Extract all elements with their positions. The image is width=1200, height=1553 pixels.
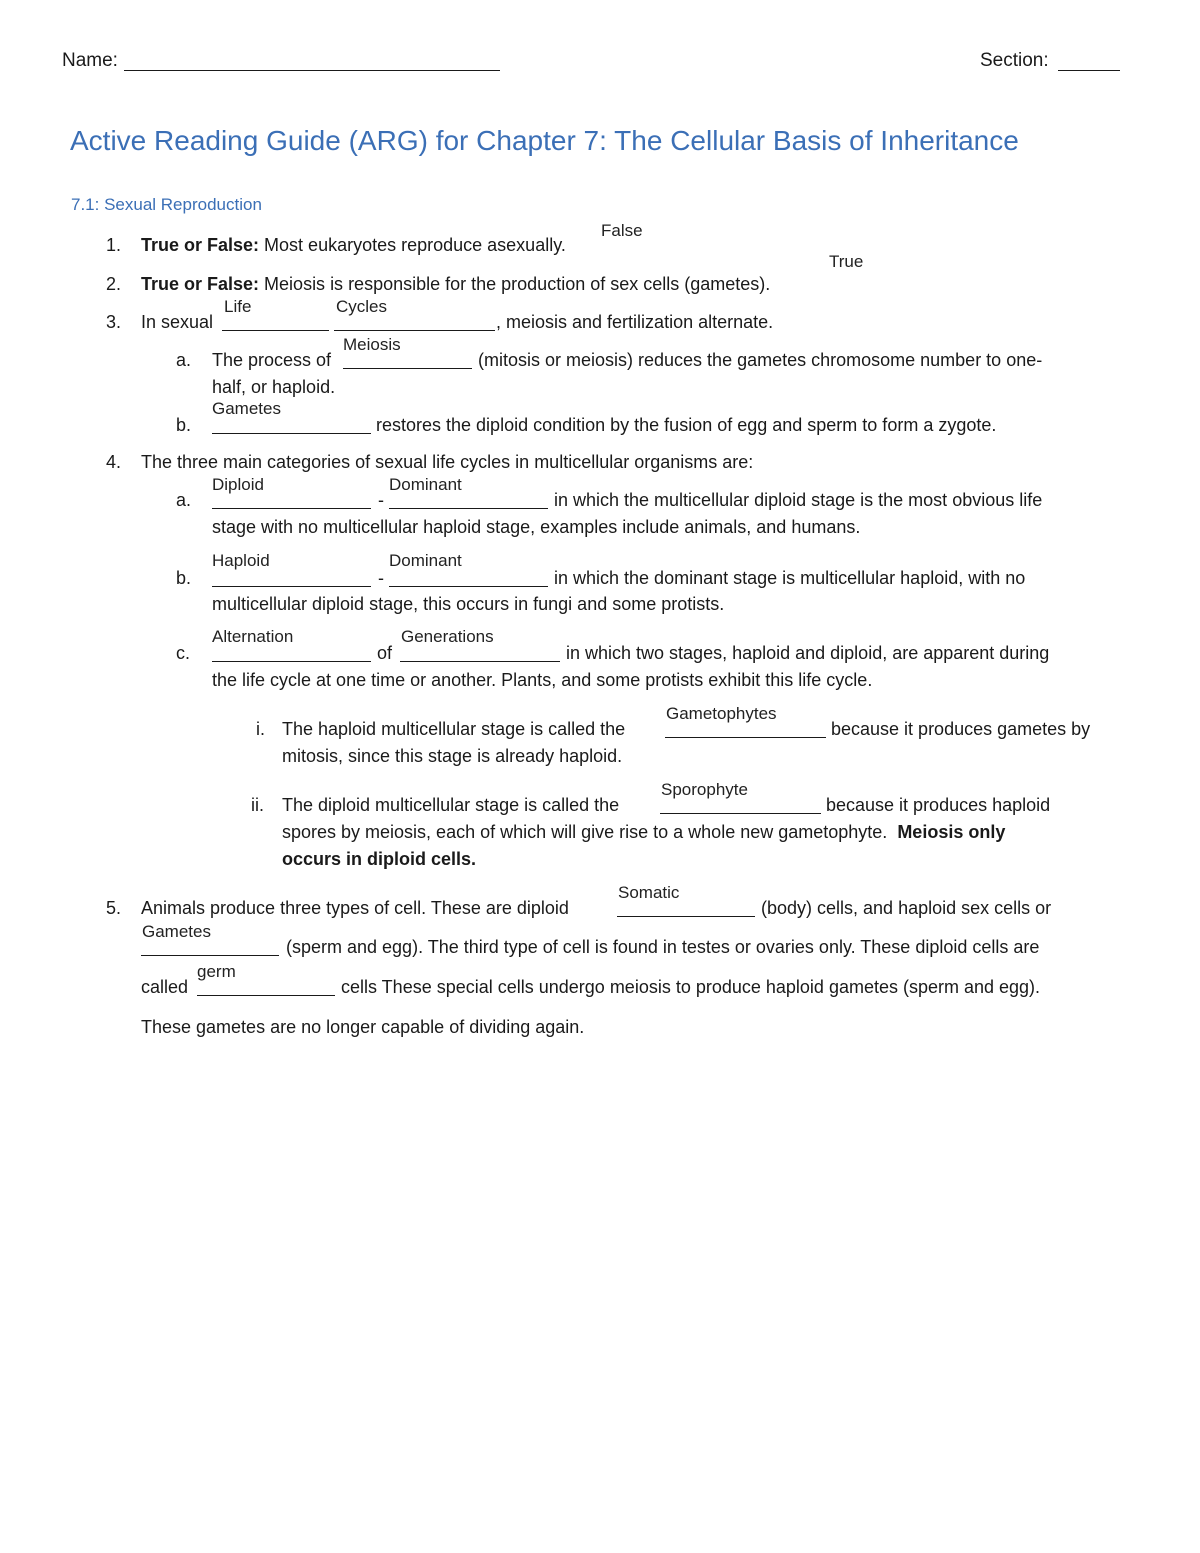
section-label: Section: bbox=[980, 50, 1049, 71]
q2-bold-label: True or False: bbox=[141, 274, 260, 294]
q2-statement: Meiosis is responsible for the production of sex cells (gametes). bbox=[259, 274, 771, 294]
q4ci-pre: The haploid multicellular stage is called the bbox=[282, 719, 626, 739]
q4a-answer-2[interactable]: Dominant bbox=[389, 475, 462, 494]
q3-pre: In sexual bbox=[141, 312, 214, 332]
q4a-blank-1[interactable] bbox=[212, 508, 371, 509]
q3a-line2: half, or haploid. bbox=[212, 377, 336, 397]
q1-number: 1. bbox=[106, 235, 122, 255]
q5-answer-2[interactable]: Gametes bbox=[142, 922, 211, 941]
q4a-line2: stage with no multicellular haploid stage, examples include animals, and humans. bbox=[212, 517, 861, 537]
q4c-line2: the life cycle at one time or another. Plants, and some protists exhibit this life cycle. bbox=[212, 670, 873, 690]
q5-answer-1[interactable]: Somatic bbox=[618, 883, 680, 902]
q3b-letter: b. bbox=[176, 415, 192, 435]
q3-answer-2[interactable]: Cycles bbox=[336, 297, 388, 316]
q5-line3-post: cells These special cells undergo meiosis to produce haploid gametes (sperm and egg). bbox=[341, 977, 1041, 997]
document-title: Active Reading Guide (ARG) for Chapter 7: The Cellular Basis of Inheritance bbox=[70, 125, 1019, 156]
q4cii-pre: The diploid multicellular stage is called the bbox=[282, 795, 620, 815]
q5-line1-post: (body) cells, and haploid sex cells or bbox=[761, 898, 1052, 918]
q4c-blank-1[interactable] bbox=[212, 661, 371, 662]
q5-line1-pre: Animals produce three types of cell. These are diploid bbox=[141, 898, 569, 918]
q4ci-post: because it produces gametes by bbox=[831, 719, 1091, 739]
name-blank[interactable] bbox=[124, 70, 500, 71]
q3a-pre: The process of bbox=[212, 350, 332, 370]
q4a-separator: - bbox=[378, 490, 384, 510]
section-blank[interactable] bbox=[1058, 70, 1120, 71]
q5-line2-post: (sperm and egg). The third type of cell is found in testes or ovaries only. These diploid cells are bbox=[286, 937, 1040, 957]
q4b-letter: b. bbox=[176, 568, 192, 588]
q5-blank-2[interactable] bbox=[141, 955, 279, 956]
q4b-answer-2[interactable]: Dominant bbox=[389, 551, 462, 570]
q3-answer-1[interactable]: Life bbox=[224, 297, 252, 316]
q2-answer[interactable]: True bbox=[829, 252, 864, 271]
q3a-blank[interactable] bbox=[343, 368, 472, 369]
q4b-separator: - bbox=[378, 568, 384, 588]
q2-text bbox=[141, 273, 770, 295]
q4ci-answer[interactable]: Gametophytes bbox=[666, 704, 777, 723]
q1-statement: Most eukaryotes reproduce asexually. bbox=[259, 235, 566, 255]
q4c-separator: of bbox=[377, 643, 393, 663]
q5-blank-1[interactable] bbox=[617, 916, 755, 917]
q3-number: 3. bbox=[106, 312, 122, 332]
q4cii-line3-bold: occurs in diploid cells. bbox=[282, 849, 477, 869]
q4cii-post: because it produces haploid bbox=[826, 795, 1051, 815]
q4cii-numeral: ii. bbox=[251, 795, 264, 815]
q4cii-line2-bold: Meiosis only bbox=[897, 822, 1006, 842]
q4b-blank-1[interactable] bbox=[212, 586, 371, 587]
q3-post: , meiosis and fertilization alternate. bbox=[496, 312, 774, 332]
q3-blank-2[interactable] bbox=[334, 330, 495, 331]
q4b-answer-1[interactable]: Haploid bbox=[212, 551, 270, 570]
q4ci-blank[interactable] bbox=[665, 737, 826, 738]
q4b-line2: multicellular diploid stage, this occurs in fungi and some protists. bbox=[212, 594, 725, 614]
q4c-blank-2[interactable] bbox=[400, 661, 560, 662]
q3b-post: restores the diploid condition by the fusion of egg and sperm to form a zygote. bbox=[376, 415, 997, 435]
q4c-post: in which two stages, haploid and diploid, are apparent during bbox=[566, 643, 1050, 663]
q3b-blank[interactable] bbox=[212, 433, 371, 434]
q5-number: 5. bbox=[106, 898, 122, 918]
q3b-answer[interactable]: Gametes bbox=[212, 399, 281, 418]
q5-line3-pre: called bbox=[141, 977, 189, 997]
q5-answer-3[interactable]: germ bbox=[197, 962, 236, 981]
q4-text: The three main categories of sexual life cycles in multicellular organisms are: bbox=[141, 452, 754, 472]
q4-number: 4. bbox=[106, 452, 122, 472]
q4a-post: in which the multicellular diploid stage is the most obvious life bbox=[554, 490, 1043, 510]
q4a-blank-2[interactable] bbox=[389, 508, 548, 509]
q3-blank-1[interactable] bbox=[222, 330, 329, 331]
q4ci-line2: mitosis, since this stage is already haploid. bbox=[282, 746, 623, 766]
q4b-post: in which the dominant stage is multicellular haploid, with no bbox=[554, 568, 1026, 588]
q4b-blank-2[interactable] bbox=[389, 586, 548, 587]
q4a-letter: a. bbox=[176, 490, 192, 510]
q3a-post: (mitosis or meiosis) reduces the gametes chromosome number to one- bbox=[478, 350, 1043, 370]
q4cii-answer[interactable]: Sporophyte bbox=[661, 780, 748, 799]
q3a-letter: a. bbox=[176, 350, 192, 370]
q1-text bbox=[141, 234, 566, 256]
q4c-answer-2[interactable]: Generations bbox=[401, 627, 494, 646]
q4a-answer-1[interactable]: Diploid bbox=[212, 475, 264, 494]
q5-blank-3[interactable] bbox=[197, 995, 335, 996]
q5-line4: These gametes are no longer capable of dividing again. bbox=[141, 1017, 585, 1037]
q3a-answer[interactable]: Meiosis bbox=[343, 335, 401, 354]
q2-number: 2. bbox=[106, 274, 122, 294]
q1-bold-label: True or False: bbox=[141, 235, 260, 255]
name-label: Name: bbox=[62, 50, 118, 71]
q4cii-blank[interactable] bbox=[660, 813, 821, 814]
q1-answer[interactable]: False bbox=[601, 221, 643, 240]
q4cii-line2-text: spores by meiosis, each of which will give rise to a whole new gametophyte. bbox=[282, 822, 888, 842]
section-heading: 7.1: Sexual Reproduction bbox=[71, 195, 262, 214]
q4c-letter: c. bbox=[176, 643, 191, 663]
q4c-answer-1[interactable]: Alternation bbox=[212, 627, 294, 646]
q4cii-line2 bbox=[282, 821, 1005, 843]
q4ci-numeral: i. bbox=[256, 719, 265, 739]
